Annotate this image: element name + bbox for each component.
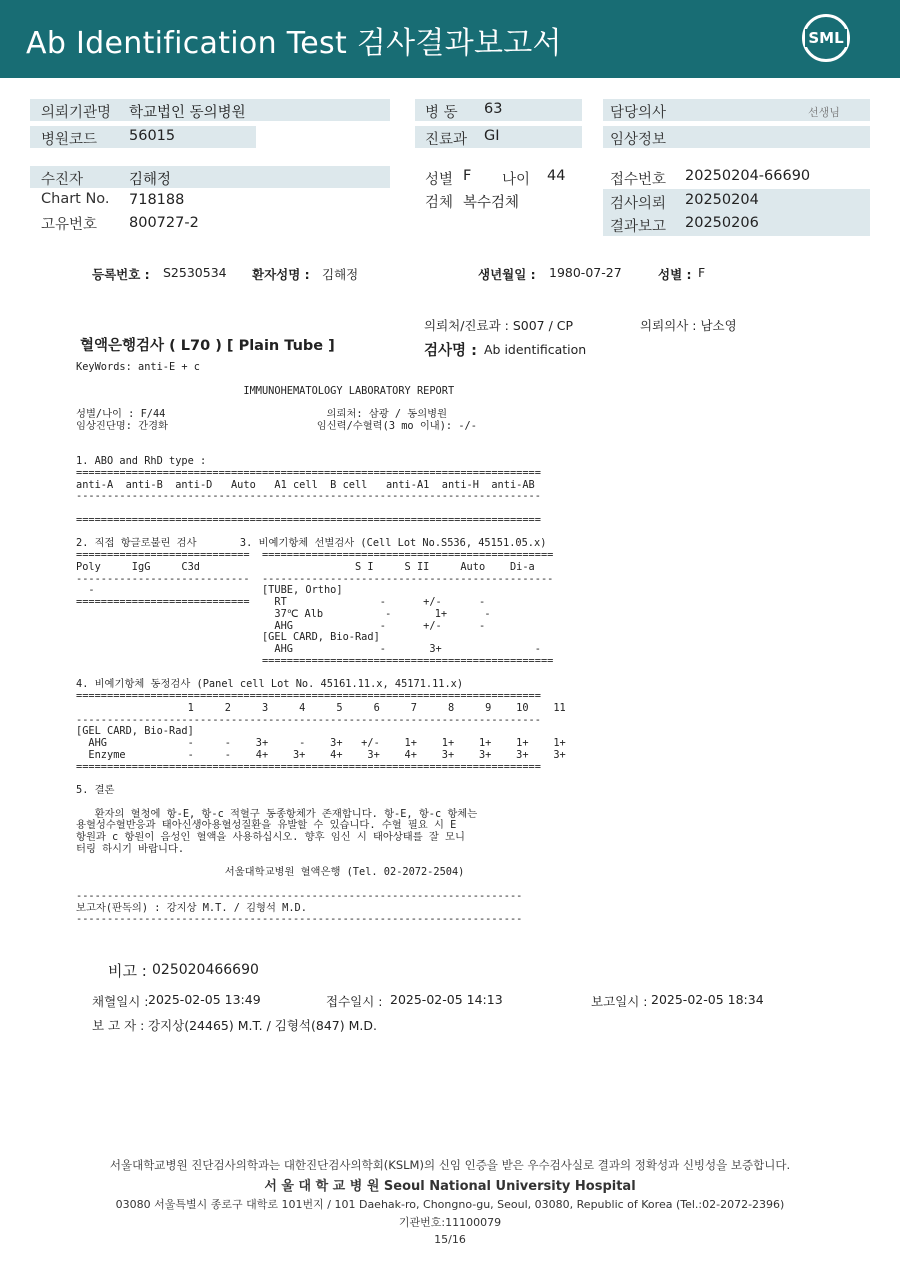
specimen-label: 검체 <box>425 195 454 211</box>
reporter-label: 보 고 자 : <box>92 1018 145 1033</box>
exam-name: Ab identification <box>484 342 587 357</box>
name-value: 김해정 <box>322 267 359 282</box>
receive-label: 접수일시 : <box>326 994 383 1009</box>
name-label: 환자성명 : <box>252 267 310 282</box>
unique-label: 고유번호 <box>41 217 98 233</box>
clinical-label: 임상정보 <box>610 132 667 148</box>
hospital-code-label: 병원코드 <box>41 132 98 148</box>
dept-label: 진료과 <box>425 132 468 148</box>
report-sex-label: 성별 : <box>658 267 692 282</box>
report-time-label: 보고일시 : <box>591 994 648 1009</box>
collect-label: 채혈일시 : <box>92 994 149 1009</box>
receipt-value: 20250204-66690 <box>685 168 811 184</box>
reporter-value: 강지상(24465) M.T. / 김형석(847) M.D. <box>148 1018 377 1033</box>
patient-value: 김해정 <box>129 172 172 188</box>
report-label: 결과보고 <box>610 219 667 235</box>
remark-value: 025020466690 <box>152 962 259 978</box>
sml-logo <box>802 14 850 62</box>
sex-value: F <box>463 168 472 184</box>
report-title: Ab Identification Test 검사결과보고서 <box>26 26 562 61</box>
report-header <box>0 0 900 78</box>
remark-label: 비고 : <box>108 962 147 980</box>
patient-label: 수진자 <box>41 172 84 188</box>
report-sex-value: F <box>698 265 706 280</box>
footer-cert: 서울대학교병원 진단검사의학과는 대한진단검사의학회(KSLM)의 신임 인증을 받은 우수검사실로 결과의 정확성과 신빙성을 보증합니다. <box>109 1158 791 1172</box>
logo-text: SML <box>805 29 847 47</box>
patient-bar <box>30 166 390 188</box>
ref-doctor: 의뢰의사 : 남소영 <box>640 318 737 333</box>
exam-label: 검사명 : <box>424 343 477 359</box>
specimen-value: 복수검체 <box>463 195 520 211</box>
age-value: 44 <box>547 168 566 184</box>
request-value: 20250204 <box>685 192 759 208</box>
collect-value: 2025-02-05 13:49 <box>148 992 261 1007</box>
footer-hospital: 서 울 대 학 교 병 원 Seoul National University Hospital <box>264 1179 636 1194</box>
ward-value: 63 <box>484 101 503 117</box>
footer-page: 15/16 <box>434 1233 466 1246</box>
section-title: 혈액은행검사 ( L70 ) [ Plain Tube ] <box>80 338 335 354</box>
doctor-suffix: 선생님 <box>808 106 840 119</box>
ward-label: 병 동 <box>425 105 458 121</box>
dob-label: 생년월일 : <box>478 267 536 282</box>
institution-label: 의뢰기관명 <box>41 105 112 121</box>
sex-label: 성별 <box>425 172 454 188</box>
ref-dept: 의뢰처/진료과 : S007 / CP <box>424 318 574 333</box>
unique-value: 800727-2 <box>129 215 199 231</box>
chart-label: Chart No. <box>41 191 110 207</box>
footer-code: 기관번호:11100079 <box>398 1216 502 1229</box>
report-time-value: 2025-02-05 18:34 <box>651 992 764 1007</box>
lab-report-body: KeyWords: anti-E + c IMMUNOHEMATOLOGY LABORATORY REPORT 성별/나이 : F/44 의뢰처: 삼광 / 동의병원 임상진단명: 간경화 임신력/수혈력(3 mo 이내): -/- 1. ABO and RhD type : =========================================================================== anti-A anti-B anti-D Auto A1 cell B cell anti-A1 anti-H anti-AB --------------------------------------------------------------------------- =========================================================================== 2. 직접 항글로불린 검사 3. 비예기항체 선별검사 (Cell Lot No.S536, 45151.05.x) ============================ =============================================== Poly IgG C3d S I S II Auto Di-a ---------------------------- ----------------------------------------------- - [TUBE, Ortho] ============================ RT - +/- - 37℃ Alb - 1+ - AHG - +/- - [GEL CARD, Bio-Rad] AHG - 3+ - =============================================== 4. 비예기항체 동정검사 (Panel cell Lot No. 45161.11.x, 45171.11.x) =========================================================================== 1 2 3 4 5 6 7 8 9 10 11 --------------------------------------------------------------------------- [GEL CARD, Bio-Rad] AHG - - 3+ - 3+ +/- 1+ 1+ 1+ 1+ 1+ Enzyme - - 4+ 3+ 4+ 3+ 4+ 3+ 3+ 3+ 3+ =========================================================================== 5. 결론 환자의 혈청에 항-E, 항-c 적혈구 동종항체가 존재합니다. 항-E, 항-c 항체는 용혈성수혈반응과 태아신생아용혈성질환을 유발할 수 있습니다. 수혈 필요 시 E 항원과 c 항원이 음성인 혈액을 사용하십시오. 향후 임신 시 태아상태를 잘 모니 터링 하시기 바랍니다. 서울대학교병원 혈액은행 (Tel. 02-2072-2504) ------------------------------------------------------------------------ 보고자(판독의) : 강지상 M.T. / 김형석 M.D. ------------------------------------------------------------------------ <box>76 361 566 926</box>
footer-address: 03080 서울특별시 종로구 대학로 101번지 / 101 Daehak-ro, Chongno-gu, Seoul, 03080, Republic of Korea (Tel.:02-2072-2396) <box>115 1198 785 1211</box>
receive-value: 2025-02-05 14:13 <box>390 992 503 1007</box>
hospital-code-value: 56015 <box>129 128 176 144</box>
reg-label: 등록번호 : <box>92 267 150 282</box>
report-value: 20250206 <box>685 215 759 231</box>
institution-value: 학교법인 동의병원 <box>129 105 246 121</box>
dob-value: 1980-07-27 <box>549 265 622 280</box>
doctor-label: 담당의사 <box>610 105 667 121</box>
chart-value: 718188 <box>129 192 185 208</box>
dept-value: GI <box>484 128 500 144</box>
receipt-label: 접수번호 <box>610 172 667 188</box>
request-label: 검사의뢰 <box>610 196 667 212</box>
reg-value: S2530534 <box>163 265 227 280</box>
age-label: 나이 <box>502 172 531 188</box>
